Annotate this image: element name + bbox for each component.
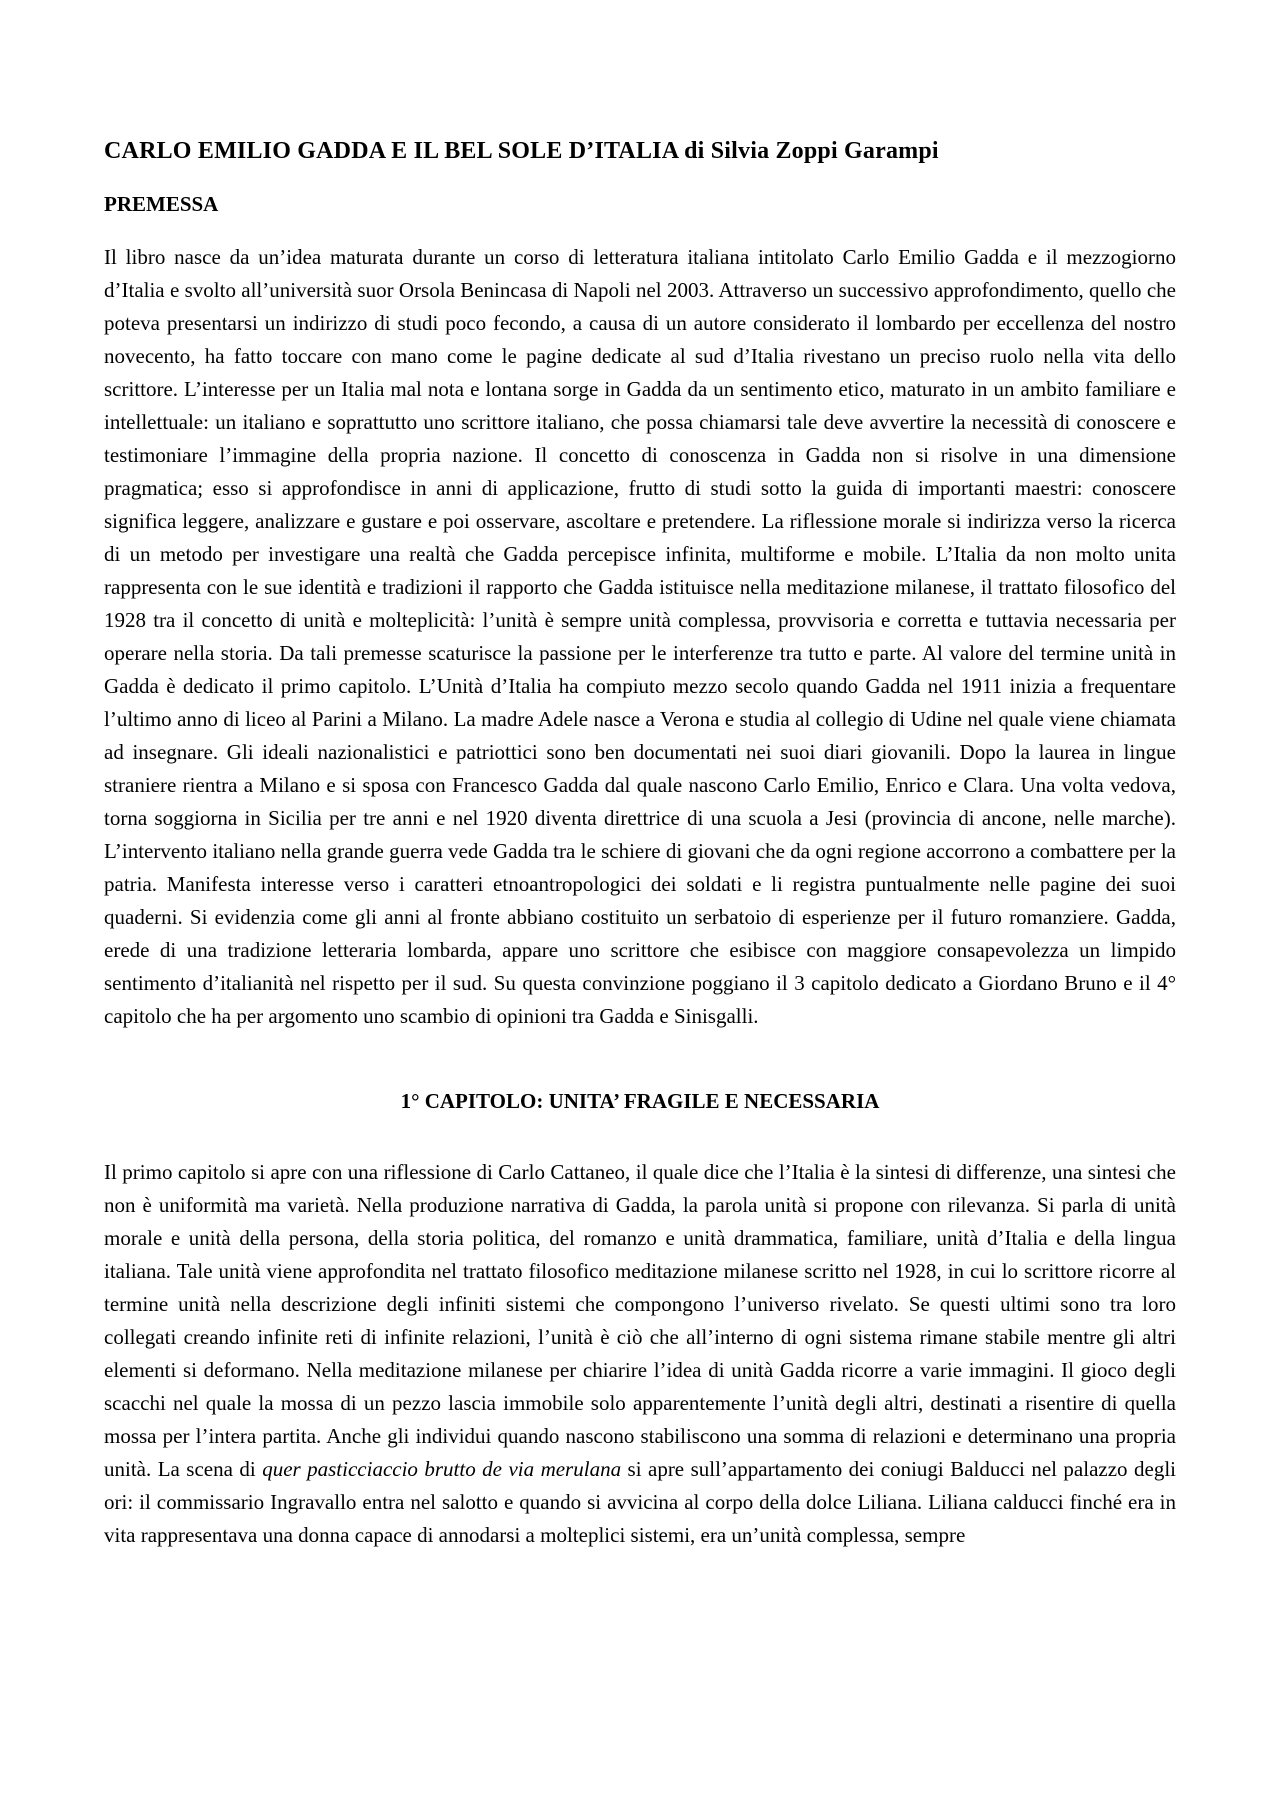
- premessa-paragraph: Il libro nasce da un’idea maturata durante un corso di letteratura italiana intitolato Carlo Emilio Gadda e il mezzogiorno d’Italia e svolto all’università suor Orsola Benincasa di Napoli nel 2003. Attraverso un successivo approfondimento, quello che poteva presentarsi un indirizzo di studi poco fecondo, a causa di un autore considerato il lombardo per eccellenza del nostro novecento, ha fatto toccare con mano come le pagine dedicate al sud d’Italia rivestano un preciso ruolo nella vita dello scrittore. L’interesse per un Italia mal nota e lontana sorge in Gadda da un sentimento etico, maturato in un ambito familiare e intellettuale: un italiano e soprattutto uno scrittore italiano, che possa chiamarsi tale deve avvertire la necessità di conoscere e testimoniare l’immagine della propria nazione. Il concetto di conoscenza in Gadda non si risolve in una dimensione pragmatica; esso si approfondisce in anni di applicazione, frutto di studi sotto la guida di importanti maestri: conoscere significa leggere, analizzare e gustare e poi osservare, ascoltare e pretendere. La riflessione morale si indirizza verso la ricerca di un metodo per investigare una realtà che Gadda percepisce infinita, multiforme e mobile. L’Italia da non molto unita rappresenta con le sue identità e tradizioni il rapporto che Gadda istituisce nella meditazione milanese, il trattato filosofico del 1928 tra il concetto di unità e molteplicità: l’unità è sempre unità complessa, provvisoria e corretta e tuttavia necessaria per operare nella storia. Da tali premesse scaturisce la passione per le interferenze tra tutto e parte. Al valore del termine unità in Gadda è dedicato il primo capitolo. L’Unità d’Italia ha compiuto mezzo secolo quando Gadda nel 1911 inizia a frequentare l’ultimo anno di liceo al Parini a Milano. La madre Adele nasce a Verona e studia al collegio di Udine nel quale viene chiamata ad insegnare. Gli ideali nazionalistici e patriottici sono ben documentati nei suoi diari giovanili. Dopo la laurea in lingue straniere rientra a Milano e si sposa con Francesco Gadda dal quale nascono Carlo Emilio, Enrico e Clara. Una volta vedova, torna soggiorna in Sicilia per tre anni e nel 1920 diventa direttrice di una scuola a Jesi (provincia di ancone, nelle marche). L’intervento italiano nella grande guerra vede Gadda tra le schiere di giovani che da ogni regione accorrono a combattere per la patria. Manifesta interesse verso i caratteri etnoantropologici dei soldati e li registra puntualmente nelle pagine dei suoi quaderni. Si evidenzia come gli anni al fronte abbiano costituito un serbatoio di esperienze per il futuro romanziere. Gadda, erede di una tradizione letteraria lombarda, appare uno scrittore che esibisce con maggiore consapevolezza un limpido sentimento d’italianità nel rispetto per il sud. Su questa convinzione poggiano il 3 capitolo dedicato a Giordano Bruno e il 4° capitolo che ha per argomento uno scambio di opinioni tra Gadda e Sinisgalli.: [104, 245, 1176, 1028]
- premessa-heading: PREMESSA: [104, 192, 219, 216]
- capitolo1-heading: 1° CAPITOLO: UNITA’ FRAGILE E NECESSARIA: [400, 1089, 880, 1113]
- book-title-italic: quer pasticciaccio brutto de via merulana: [262, 1457, 622, 1481]
- capitolo1-paragraph: [104, 1156, 1176, 1552]
- capitolo1-text-before-italic: Il primo capitolo si apre con una riflessione di Carlo Cattaneo, il quale dice che l’Italia è la sintesi di differenze, una sintesi che non è uniformità ma varietà. Nella produzione narrativa di Gadda, la parola unità si propone con rilevanza. Si parla di unità morale e unità della persona, della storia politica, del romanzo e unità drammatica, familiare, unità d’Italia e della lingua italiana. Tale unità viene approfondita nel trattato filosofico meditazione milanese scritto nel 1928, in cui lo scrittore ricorre al termine unità nella descrizione degli infiniti sistemi che compongono l’universo rivelato. Se questi ultimi sono tra loro collegati creando infinite reti di infinite relazioni, l’unità è ciò che all’interno di ogni sistema rimane stabile mentre gli altri elementi si deformano. Nella meditazione milanese per chiarire l’idea di unità Gadda ricorre a varie immagini. Il gioco degli scacchi nel quale la mossa di un pezzo lascia immobile solo apparentemente l’unità degli altri, destinati a risentire di quella mossa per l’intera partita. Anche gli individui quando nascono stabiliscono una somma di relazioni e determinano una propria unità. La scena di: [104, 1160, 1176, 1481]
- document-title: CARLO EMILIO GADDA E IL BEL SOLE D’ITALIA di Silvia Zoppi Garampi: [104, 138, 939, 164]
- capitolo1-text-after-italic: si apre sull’appartamento dei coniugi Balducci nel palazzo degli ori: il commissario Ingravallo entra nel salotto e quando si avvicina al corpo della dolce Liliana. Liliana calducci finché era in vita rappresentava una donna capace di annodarsi a molteplici sistemi, era un’unità complessa, sempre: [104, 1457, 1176, 1547]
